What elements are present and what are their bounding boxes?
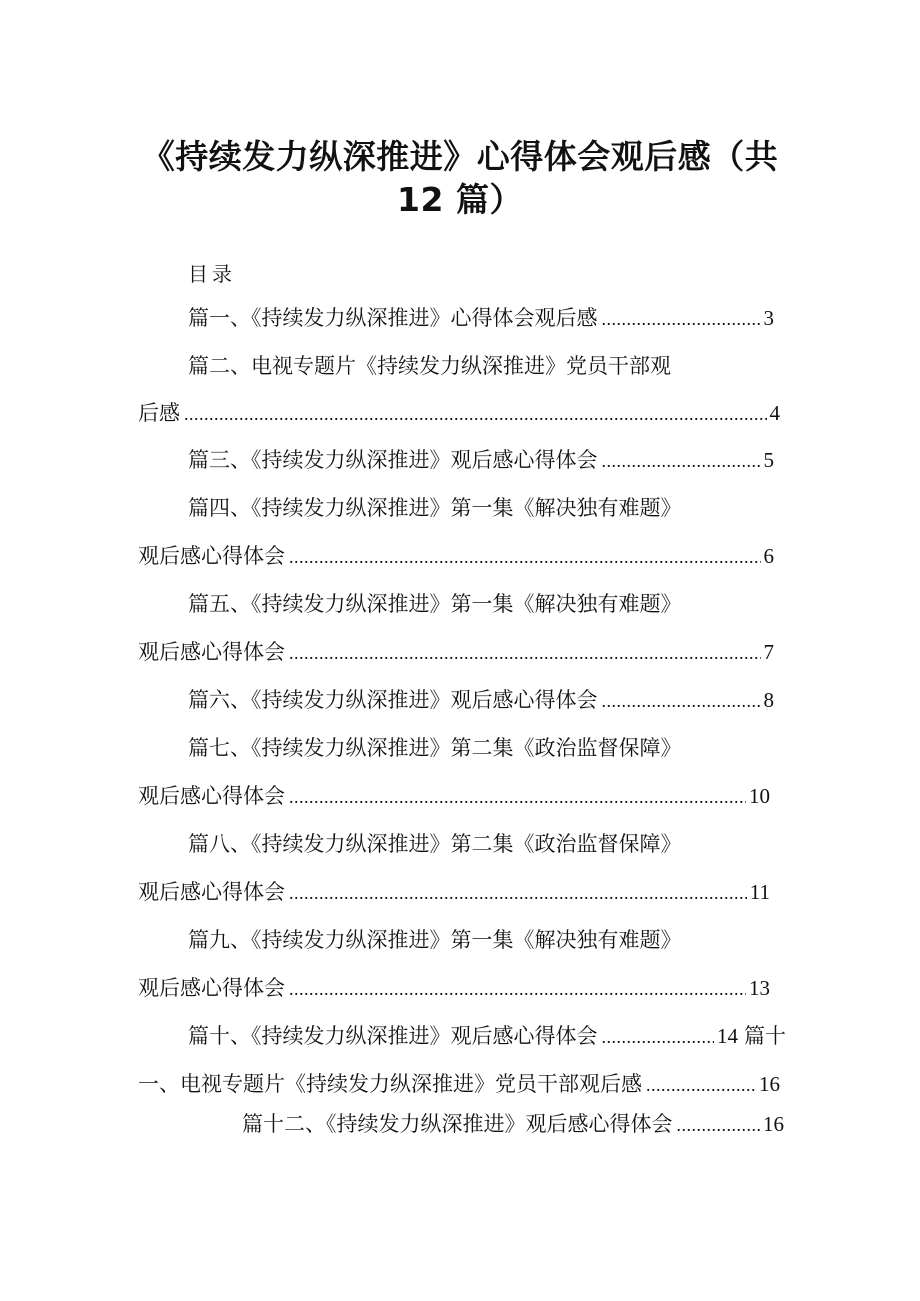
toc-entry-6[interactable]	[188, 684, 774, 714]
toc-entry-9[interactable]	[138, 972, 770, 1002]
toc-entry-6-text: 篇六、《持续发力纵深推进》观后感心得体会	[188, 688, 598, 712]
toc-entry-2-page: 4	[769, 401, 780, 425]
toc-leader-dots	[289, 979, 746, 1000]
toc-entry-4[interactable]	[138, 540, 774, 570]
toc-entry-8[interactable]	[138, 876, 770, 906]
toc-heading: 目录	[188, 262, 236, 286]
toc-entry-1-text: 篇一、《持续发力纵深推进》心得体会观后感	[188, 306, 598, 330]
toc-entry-5-text: 观后感心得体会	[138, 640, 285, 664]
toc-entry-2-text: 后感	[138, 401, 180, 425]
toc-leader-dots	[184, 404, 767, 425]
toc-entry-1[interactable]	[188, 302, 774, 332]
toc-entry-5[interactable]	[138, 636, 774, 666]
toc-entry-5-page: 7	[763, 640, 774, 664]
toc-entry-5-line-1[interactable]: 篇五、《持续发力纵深推进》第一集《解决独有难题》	[188, 592, 682, 616]
toc-entry-4-line-1[interactable]: 篇四、《持续发力纵深推进》第一集《解决独有难题》	[188, 496, 682, 520]
toc-entry-11[interactable]	[138, 1068, 780, 1098]
document-title-line-2: 12 篇）	[397, 180, 523, 219]
toc-entry-11-start: 篇十	[744, 1024, 786, 1048]
toc-leader-dots	[602, 691, 761, 712]
toc-entry-11-text: 一、电视专题片《持续发力纵深推进》党员干部观后感	[138, 1072, 642, 1096]
toc-leader-dots	[646, 1075, 756, 1096]
toc-leader-dots	[289, 787, 746, 808]
toc-leader-dots	[289, 547, 761, 568]
toc-entry-7-text: 观后感心得体会	[138, 784, 285, 808]
toc-entry-12-page: 16	[763, 1112, 784, 1136]
toc-entry-8-page: 11	[749, 880, 770, 904]
toc-leader-dots	[602, 451, 761, 472]
toc-entry-3-page: 5	[763, 448, 774, 472]
toc-entry-2[interactable]	[138, 397, 780, 427]
toc-entry-10[interactable]	[188, 1020, 786, 1050]
toc-entry-6-page: 8	[763, 688, 774, 712]
toc-entry-11-page: 16	[759, 1072, 780, 1096]
toc-entry-4-page: 6	[763, 544, 774, 568]
toc-entry-7[interactable]	[138, 780, 770, 810]
toc-entry-12[interactable]	[242, 1108, 784, 1138]
toc-entry-4-text: 观后感心得体会	[138, 544, 285, 568]
toc-entry-3[interactable]	[188, 444, 774, 474]
toc-entry-12-text: 篇十二、《持续发力纵深推进》观后感心得体会	[242, 1112, 673, 1136]
document-title-line-1: 《持续发力纵深推进》心得体会观后感（共	[141, 137, 779, 176]
toc-leader-dots	[602, 1027, 715, 1048]
toc-leader-dots	[677, 1115, 761, 1136]
toc-entry-10-text: 篇十、《持续发力纵深推进》观后感心得体会	[188, 1024, 598, 1048]
toc-leader-dots	[602, 309, 761, 330]
toc-leader-dots	[289, 883, 747, 904]
toc-entry-9-text: 观后感心得体会	[138, 976, 285, 1000]
toc-entry-8-text: 观后感心得体会	[138, 880, 285, 904]
toc-leader-dots	[289, 643, 761, 664]
toc-entry-7-line-1[interactable]: 篇七、《持续发力纵深推进》第二集《政治监督保障》	[188, 736, 682, 760]
toc-entry-7-page: 10	[749, 784, 770, 808]
toc-entry-10-page: 14	[717, 1024, 738, 1048]
toc-entry-2-line-1[interactable]: 篇二、电视专题片《持续发力纵深推进》党员干部观	[188, 354, 671, 378]
toc-entry-1-page: 3	[763, 306, 774, 330]
toc-entry-9-line-1[interactable]: 篇九、《持续发力纵深推进》第一集《解决独有难题》	[188, 928, 682, 952]
toc-entry-8-line-1[interactable]: 篇八、《持续发力纵深推进》第二集《政治监督保障》	[188, 832, 682, 856]
toc-entry-3-text: 篇三、《持续发力纵深推进》观后感心得体会	[188, 448, 598, 472]
toc-entry-9-page: 13	[749, 976, 770, 1000]
